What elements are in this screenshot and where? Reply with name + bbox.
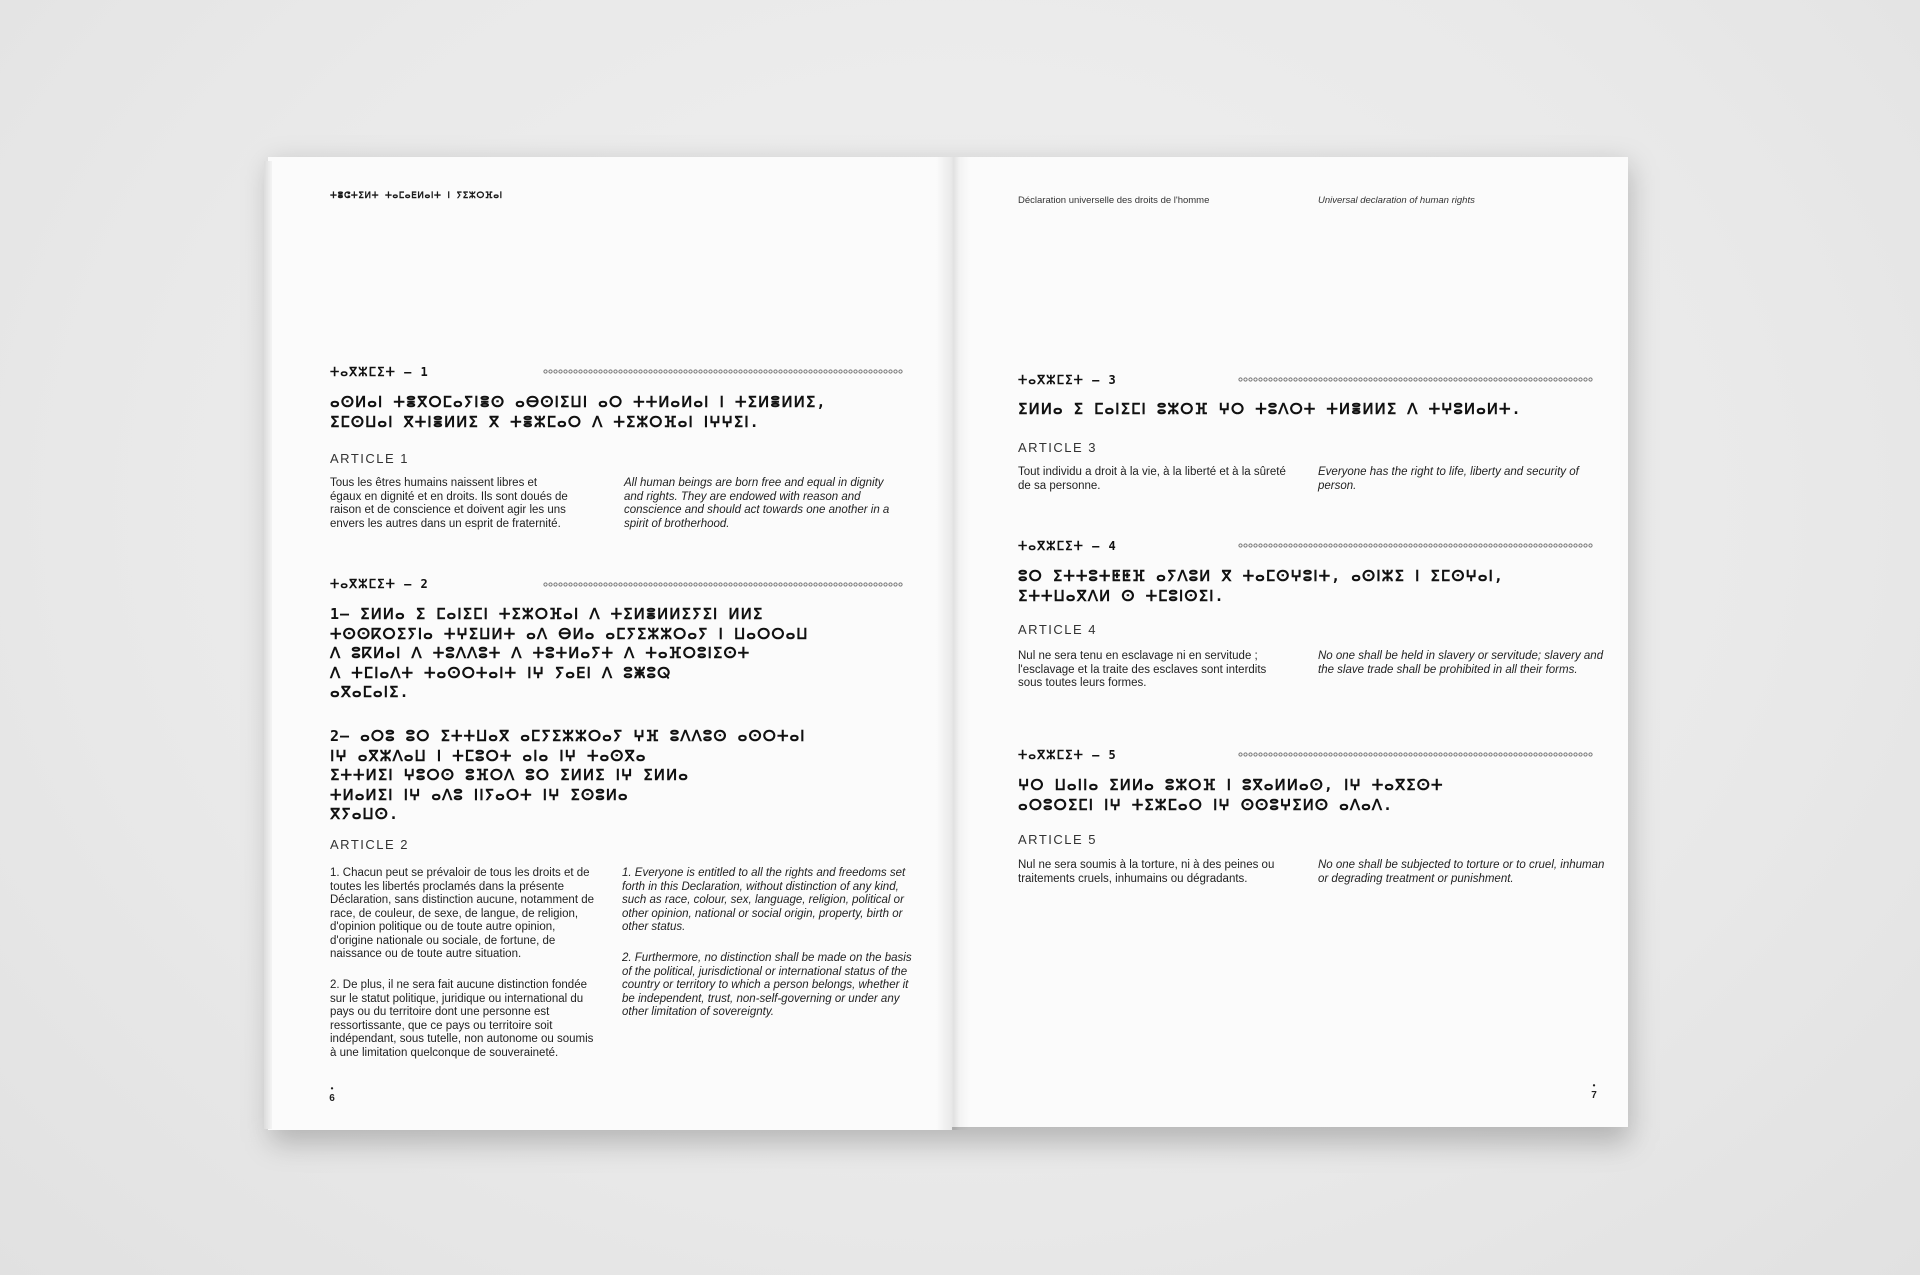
article-5-french: Nul ne sera soumis à la torture, ni à des peines ou traitements cruels, inhumains ou dégradants. xyxy=(1018,859,1275,885)
article-4-french: Nul ne sera tenu en esclavage ni en servitude ; l'esclavage et la traite des esclaves sont interdits sous toutes leurs formes. xyxy=(1018,650,1267,689)
decorative-rule xyxy=(1238,377,1593,382)
tifinagh-heading-article-3: ⵜⴰⴳⵣⵎⵉⵜ – 3 xyxy=(1018,373,1117,387)
tifinagh-heading-article-1: ⵜⴰⴳⵣⵎⵉⵜ – 1 xyxy=(330,365,429,379)
tifinagh-text-article-1: ⴰⵙⵍⴰⵏ ⵜⴻⴳⵔⵎⴰⵢⵏⴻⵙ ⴰⴱⵙⵏⵉⵡⵏ ⴰⵔ ⵜⵜⵍⴰⵍⴰⵏ ⵏ ⵜⵉⵍⴻⵍⵍⵉ, ⵉⵎⵙⵡⴰⵏ ⴳⵜⵏⴻⵍⵍⵉ ⴳ ⵜⴻⵣⵎⴰⵔ ⴷ ⵜⵉⵣⵔⴼⴰⵏ ⵏⵖⵖⵉⵏ. xyxy=(330,393,827,431)
booklet-gutter xyxy=(936,157,970,1130)
article-1-french: Tous les êtres humains naissent libres et égaux en dignité et en droits. Ils sont doués de raison et de conscience et doivent agir les uns envers les autres dans un esprit de fraternité. xyxy=(330,477,568,530)
article-1-english: All human beings are born free and equal in dignity and rights. They are endowed with reason and conscience and should act towards one another in a spirit of brotherhood. xyxy=(624,477,890,530)
page-number-left: • 6 xyxy=(322,1085,342,1104)
decorative-rule xyxy=(543,369,903,374)
tifinagh-text-article-4: ⵓⵔ ⵉⵜⵜⵓⵜⵟⵟⴼ ⴰⵢⴷⵓⵍ ⴳ ⵜⴰⵎⵙⵖⵓⵏⵜ, ⴰⵙⵏⵣⵉ ⵏ ⵉⵎⵙⵖⴰⵏ, ⵉⵜⵜⵡⴰⴳⴷⵍ ⵙ ⵜⵎⵓⵏⵙⵉⵏ. xyxy=(1018,567,1504,605)
article-5-english: No one shall be subjected to torture or to cruel, inhuman or degrading treatment or punishment. xyxy=(1318,859,1605,885)
article-4-label: ARTICLE 4 xyxy=(1018,622,1098,637)
article-2-label: ARTICLE 2 xyxy=(330,837,410,852)
decorative-rule xyxy=(1238,543,1593,548)
article-2-french-para-1: 1. Chacun peut se prévaloir de tous les droits et de toutes les libertés proclamés dans la présente Déclaration, sans distinction aucune, notamment de race, de couleur, de sexe, de langue, de religion, d'opinion politique ou de toute autre opinion, d'origine nationale ou sociale, de fortune, de naissance ou de toute autre situation. xyxy=(330,867,595,960)
decorative-rule xyxy=(1238,752,1593,757)
page-number-right: • 7 xyxy=(1584,1082,1604,1101)
article-2-french-para-2: 2. De plus, il ne sera fait aucune distinction fondée sur le statut politique, juridique ou international du pays ou du territoire dont une personne est ressortissante, que ce pays ou territoire soit indépendant, sous tutelle, non autonome ou soumis à une limitation quelconque de souveraineté. xyxy=(330,979,594,1059)
tifinagh-heading-article-2: ⵜⴰⴳⵣⵎⵉⵜ – 2 xyxy=(330,577,429,591)
running-head-tifinagh: ⵜⴻⵛⵜⵉⵍⵜ ⵜⴰⵎⴰⴹⵍⴰⵏⵜ ⵏ ⵢⵉⵣⵔⴼⴰⵏ xyxy=(330,191,503,201)
article-3-french: Tout individu a droit à la vie, à la liberté et à la sûreté de sa personne. xyxy=(1018,466,1286,492)
article-5-label: ARTICLE 5 xyxy=(1018,832,1098,847)
tifinagh-text-article-5: ⵖⵔ ⵡⴰⵏⵏⴰ ⵉⵍⵍⴰ ⵓⵣⵔⴼ ⵏ ⵓⴳⴰⵍⵍⴰⵙ, ⵏⵖ ⵜⴰⴳⵉⵙⵜ ⴰⵔⵓⵔⵉⵎⵏ ⵏⵖ ⵜⵉⵣⵎⴰⵔ ⵏⵖ ⵙⵙⵓⵖⵉⵍⵙ ⴰⴷⴰⴷ. xyxy=(1018,776,1444,814)
running-header-english: Universal declaration of human rights xyxy=(1318,195,1475,206)
tifinagh-text-article-2-part-1: 1– ⵉⵍⵍⴰ ⵉ ⵎⴰⵏⵉⵎⵏ ⵜⵉⵣⵔⴼⴰⵏ ⴷ ⵜⵉⵍⴻⵍⵍⵉⵢⵉⵏ ⵍⵍⵉ ⵜⵙⵙⴽⵔⵉⵢⵏⴰ ⵜⵖⵉⵡⵍⵜ ⴰⴷ ⴱⵍⴰ ⴰⵎⵢⵉⵣⵣⵔⴰⵢ ⵏ ⵡⴰⵔⵔⴰⵡ ⴷ ⵓⴽⵍⴰⵏ ⴷ ⵜⵓⴷⴷⵓⵜ ⴷ ⵜⵓⵜⵍⴰⵢⵜ ⴷ ⵜⴰⴼⵔⵓⵏⵉⵙⵜ ⴷ ⵜⵎⵏⴰⴷⵜ ⵜⴰⵙⵔⵜⴰⵏⵜ ⵏⵖ ⵢⴰⴹⵏ ⴷ ⵓⵥⵓⵕ ⴰⴳⴰⵎⴰⵏⵉ. xyxy=(330,605,809,701)
tifinagh-heading-article-5: ⵜⴰⴳⵣⵎⵉⵜ – 5 xyxy=(1018,748,1117,762)
article-4-english: No one shall be held in slavery or servitude; slavery and the slave trade shall be prohibited in all their forms. xyxy=(1318,650,1604,676)
article-3-label: ARTICLE 3 xyxy=(1018,440,1098,455)
left-page xyxy=(268,157,952,1130)
tifinagh-text-article-2-part-2: 2– ⴰⵔⵓ ⵓⵔ ⵉⵜⵜⵡⴰⴳ ⴰⵎⵢⵉⵣⵣⵔⴰⵢ ⵖⴼ ⵓⴷⴷⵓⵙ ⴰⵙⵔⵜⴰⵏ ⵏⵖ ⴰⴳⵣⴷⴰⵡ ⵏ ⵜⵎⵓⵔⵜ ⴰⵏⴰ ⵏⵖ ⵜⴰⵙⴳⴰ ⵉⵜⵜⵍⵉⵏ ⵖⵓⵔⵙ ⵓⴼⵔⴷ ⵓⵔ ⵉⵍⵍⵉ ⵏⵖ ⵉⵍⵍⴰ ⵜⵍⴰⵍⵉⵏ ⵏⵖ ⴰⴷⵓ ⵏⵏⵢⴰⵔⵜ ⵏⵖ ⵉⵙⵓⵍⴰ ⴳⵢⴰⵡⵙ. xyxy=(330,727,806,823)
running-header-french: Déclaration universelle des droits de l'homme xyxy=(1018,195,1210,206)
tifinagh-text-article-3: ⵉⵍⵍⴰ ⵉ ⵎⴰⵏⵉⵎⵏ ⵓⵣⵔⴼ ⵖⵔ ⵜⵓⴷⵔⵜ ⵜⵍⴻⵍⵍⵉ ⴷ ⵜⵖⵓⵍⴰⵍⵜ. xyxy=(1018,400,1522,418)
decorative-rule xyxy=(543,582,903,587)
tifinagh-heading-article-4: ⵜⴰⴳⵣⵎⵉⵜ – 4 xyxy=(1018,539,1117,553)
article-2-english-para-2: 2. Furthermore, no distinction shall be made on the basis of the political, jurisdictional or international status of the country or territory to which a person belongs, whether it be independent, trust, non-self-governing or under any other limitation of sovereignty. xyxy=(622,952,912,1018)
right-page xyxy=(952,157,1628,1127)
article-1-label: ARTICLE 1 xyxy=(330,451,410,466)
article-2-english-para-1: 1. Everyone is entitled to all the rights and freedoms set forth in this Declaration, without distinction of any kind, such as race, colour, sex, language, religion, political or other opinion, national or social origin, property, birth or other status. xyxy=(622,867,906,933)
article-3-english: Everyone has the right to life, liberty and security of person. xyxy=(1318,466,1579,492)
